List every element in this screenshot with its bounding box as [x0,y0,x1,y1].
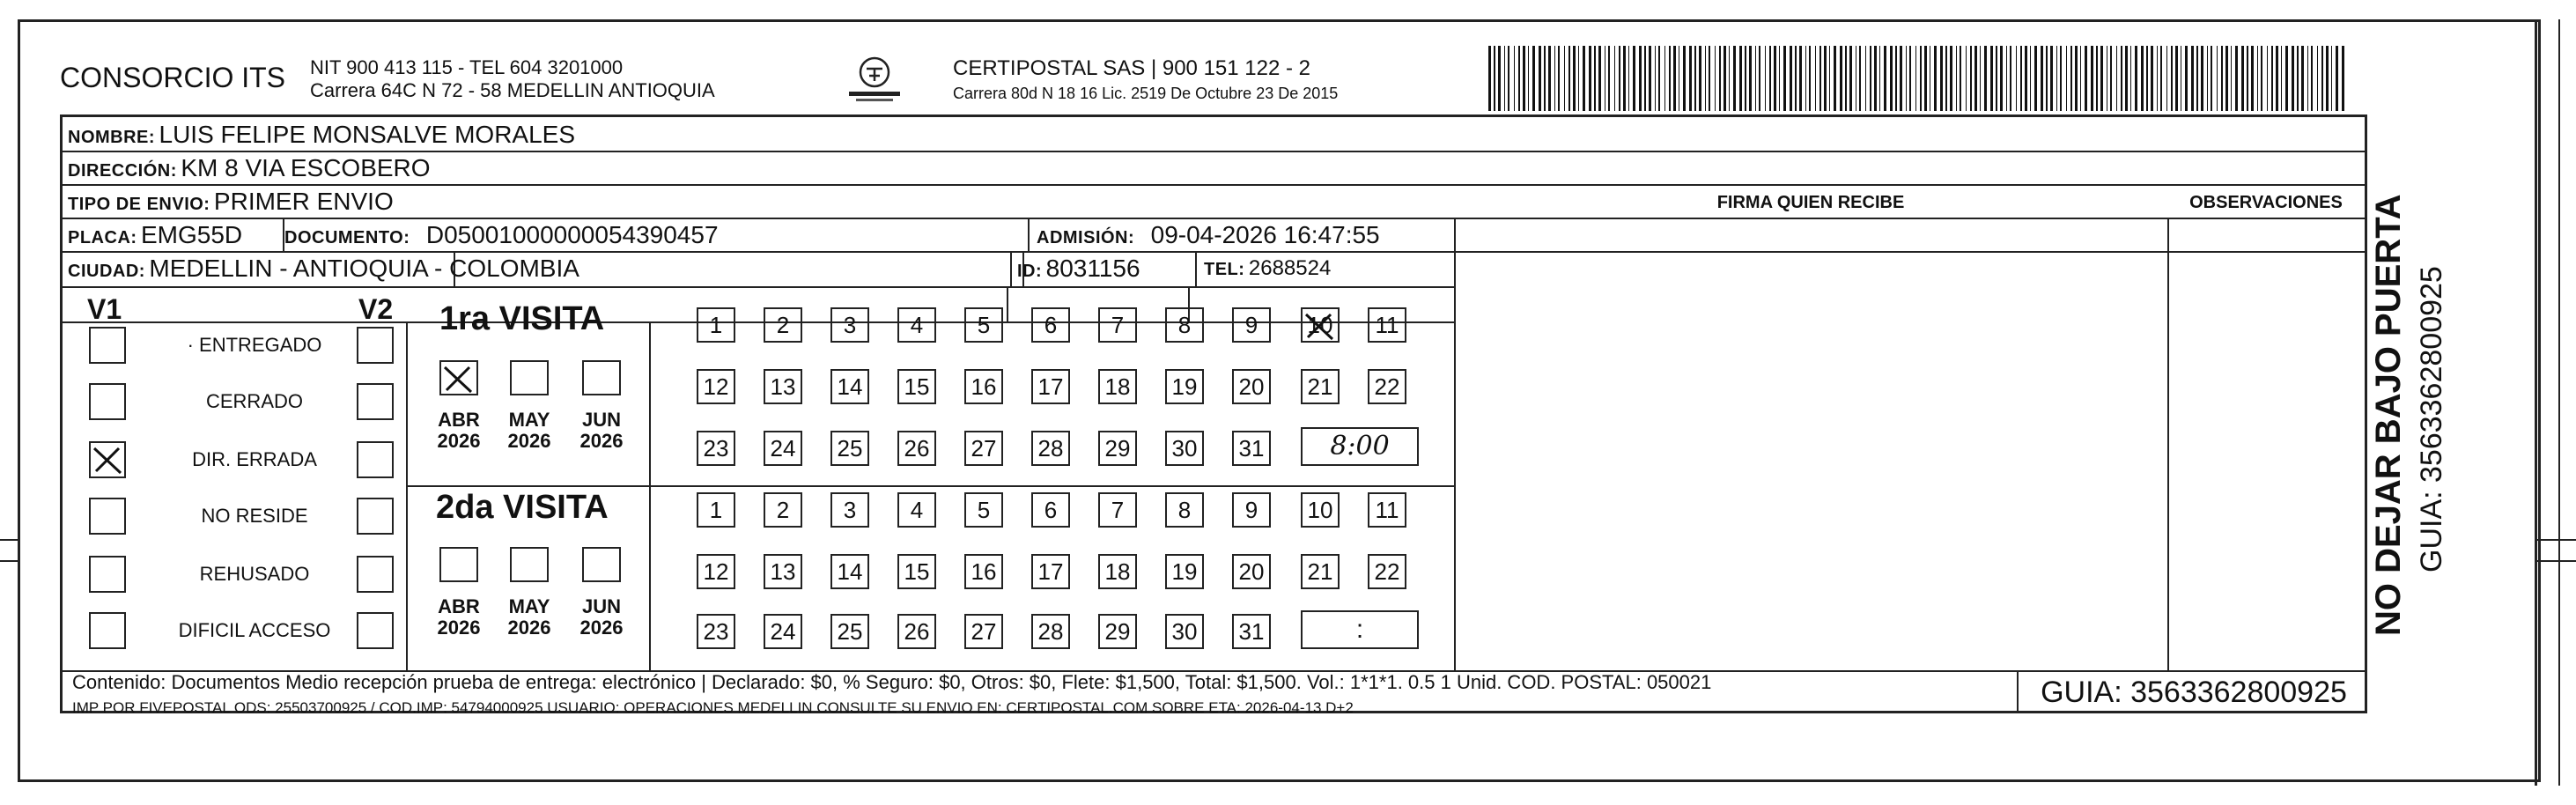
ciudad-label: CIUDAD: [68,262,145,281]
direccion-field [68,154,431,182]
day-number: 13 [770,373,796,400]
second-visit-time-value: : [1355,615,1364,644]
second-visit-day-box[interactable] [1098,614,1137,649]
no-dejar-warning: NO DEJAR BAJO PUERTA [2369,194,2408,636]
day-number: 7 [1111,497,1125,523]
second-visit-day-box[interactable] [1301,492,1340,528]
day-number: 21 [1307,558,1333,585]
first-visit-day-box[interactable] [897,369,936,404]
first-visit-day-box[interactable] [1031,369,1070,404]
first-visit-day-box[interactable] [1232,431,1271,466]
v2-checkbox[interactable] [357,441,394,478]
month-year: 2026 [579,430,624,452]
first-visit-day-box[interactable] [1031,431,1070,466]
v1-checkbox[interactable] [89,556,126,593]
first-visit-time[interactable] [1301,427,1419,466]
first-visit-day-box[interactable] [1165,307,1204,343]
day-number: 3 [843,497,857,523]
day-number: 4 [910,312,924,338]
day-number: 28 [1037,618,1064,645]
tipo-envio-field [68,188,394,216]
month-name: ABR [438,595,480,617]
carrier-name: CERTIPOSTAL SAS | 900 151 122 - 2 [953,56,1310,80]
first-visit-day-box[interactable] [697,369,735,404]
day-number: 11 [1375,497,1399,523]
first-visit-day-box[interactable] [764,307,802,343]
frame-outer-edge [2558,19,2560,786]
second-visit-title: 2da VISITA [436,489,609,526]
first-visit-month-box[interactable] [510,360,549,395]
day-number: 27 [971,618,997,645]
second-visit-day-box[interactable] [1031,614,1070,649]
first-visit-day-box[interactable] [1165,369,1204,404]
day-number: 2 [776,497,790,523]
second-visit-day-box[interactable] [830,614,869,649]
first-visit-month-box[interactable] [439,360,478,395]
first-visit-day-box[interactable] [1301,369,1340,404]
status-option-label: DIFICIL ACCESO [178,619,331,641]
second-visit-day-box[interactable] [764,554,802,589]
first-visit-day-box[interactable] [964,369,1003,404]
ciudad-value: MEDELLIN - ANTIOQUIA - COLOMBIA [149,255,579,282]
day-number: 19 [1171,558,1198,585]
day-number: 18 [1104,373,1131,400]
second-visit-day-box[interactable] [697,554,735,589]
tipo-envio-value: PRIMER ENVIO [213,188,394,215]
v2-header: V2 [358,293,394,325]
carrier-info [953,56,1338,106]
day-number: 31 [1238,435,1265,462]
status-option-label: · ENTREGADO [187,334,322,356]
v1-checkbox[interactable] [89,612,126,649]
day-number: 12 [703,373,729,400]
second-visit-month-box[interactable] [439,547,478,582]
day-number: 9 [1244,497,1258,523]
direccion-label: DIRECCIÓN: [68,161,177,181]
second-visit-day-box[interactable] [1301,554,1340,589]
carrier-license: Carrera 80d N 18 16 Lic. 2519 De Octubre 23 De 2015 [953,85,1339,102]
first-visit-title: 1ra VISITA [439,300,605,337]
left-cut-mark [0,539,19,541]
month-year: 2026 [507,430,551,452]
second-visit-day-box[interactable] [1031,554,1070,589]
month-name: JUN [581,409,621,431]
first-visit-day-box[interactable] [697,307,735,343]
day-number: 8 [1177,497,1192,523]
observaciones-header: OBSERVACIONES [2189,193,2343,212]
first-visit-day-box[interactable] [1232,369,1271,404]
first-visit-day-box[interactable] [697,431,735,466]
admision-field [1037,221,1380,249]
day-number: 25 [837,618,863,645]
day-number: 16 [971,373,997,400]
side-guia-number: GUIA: 3563362800925 [2415,266,2448,572]
month-name: ABR [438,409,480,431]
second-visit-month-box[interactable] [510,547,549,582]
first-visit-month-box[interactable] [582,360,621,395]
day-number: 29 [1104,435,1131,462]
v2-checkbox[interactable] [357,498,394,535]
company-nit: NIT 900 413 115 - TEL 604 3201000 [310,56,624,78]
day-number: 17 [1037,373,1064,400]
second-visit-day-box[interactable] [1232,492,1271,528]
second-visit-day-box[interactable] [964,614,1003,649]
day-number: 23 [703,618,729,645]
right-cut-mark [2537,539,2576,541]
guia-number-box [2017,671,2369,713]
v2-checkbox[interactable] [357,383,394,420]
first-visit-day-box[interactable] [1098,369,1137,404]
month-year: 2026 [437,617,481,639]
day-number: 23 [703,435,729,462]
second-visit-day-box[interactable] [1165,492,1204,528]
second-visit-day-box[interactable] [1165,614,1204,649]
frame-right-edge [2535,19,2537,786]
status-option-label: NO RESIDE [201,505,308,527]
print-details: IMP POR FIVEPOSTAL ODS: 25503700925 / COD.IMP: 54794000925 USUARIO: OPERACIONES MEDELLIN CONSULTE SU ENVIO EN: CERTIPOSTAL.COM SOBRE ETA: 2026-04-13 D+2 [72,699,1354,716]
month-year: 2026 [437,430,481,452]
day-number: 1 [709,497,723,523]
first-visit-month-label [434,410,483,452]
second-visit-month-box[interactable] [582,547,621,582]
second-visit-day-box[interactable] [830,492,869,528]
day-number: 30 [1171,435,1198,462]
second-visit-day-box[interactable] [1098,492,1137,528]
first-visit-day-box[interactable] [1165,431,1204,466]
first-visit-month-label [505,410,554,452]
second-visit-day-box[interactable] [964,492,1003,528]
first-visit-day-box[interactable] [764,369,802,404]
nombre-label: NOMBRE: [68,128,156,147]
day-number: 31 [1238,618,1265,645]
day-number: 7 [1111,312,1125,338]
v1-checkbox[interactable] [89,441,126,478]
day-number: 15 [904,558,930,585]
v1-checkbox[interactable] [89,327,126,364]
tipo-envio-label: TIPO DE ENVIO: [68,195,210,214]
placa-label: PLACA: [68,228,137,247]
second-visit-day-box[interactable] [697,492,735,528]
tel-field [1204,256,1331,281]
second-visit-day-box[interactable] [697,614,735,649]
month-name: MAY [508,595,550,617]
v1-header: V1 [87,293,122,325]
tel-label: TEL: [1204,260,1245,279]
day-number: 13 [770,558,796,585]
first-visit-day-box[interactable] [830,431,869,466]
second-visit-day-box[interactable] [830,554,869,589]
second-visit-day-box[interactable] [764,492,802,528]
id-field [1017,255,1140,283]
placa-field [68,221,242,249]
second-visit-day-box[interactable] [1165,554,1204,589]
second-visit-day-box[interactable] [1368,554,1406,589]
day-number: 28 [1037,435,1064,462]
content-details: Contenido: Documentos Medio recepción prueba de entrega: electrónico | Declarado: $0, % Seguro: $0, Otros: $0, Flete: $1,500, Total: $1,500. Vol.: 1*1*1. 0.5 1 Unid. COD. POSTAL: 050021 [72,671,1712,693]
tel-value: 2688524 [1248,256,1332,280]
guia-number: GUIA: 3563362800925 [2041,676,2347,709]
second-visit-day-box[interactable] [964,554,1003,589]
day-number: 14 [837,373,863,400]
status-option-label: CERRADO [205,390,303,412]
second-visit-day-box[interactable] [897,554,936,589]
nombre-value: LUIS FELIPE MONSALVE MORALES [159,121,576,148]
day-number: 17 [1037,558,1064,585]
status-option-label: REHUSADO [199,563,310,585]
left-cut-mark-2 [0,560,19,562]
nombre-field [68,121,575,149]
day-number: 25 [837,435,863,462]
first-visit-day-box[interactable] [1232,307,1271,343]
day-number: 26 [904,618,930,645]
first-visit-day-box[interactable] [897,431,936,466]
v1-checkbox[interactable] [89,498,126,535]
day-number: 22 [1374,373,1400,400]
day-number: 26 [904,435,930,462]
day-number: 15 [904,373,930,400]
second-visit-day-box[interactable] [764,614,802,649]
day-number: 1 [709,312,723,338]
day-number: 19 [1171,373,1198,400]
month-year: 2026 [579,617,624,639]
day-number: 9 [1244,312,1258,338]
day-number: 5 [977,312,991,338]
day-number: 24 [770,618,796,645]
day-number: 6 [1044,312,1058,338]
day-number: 3 [843,312,857,338]
day-number: 24 [770,435,796,462]
day-number: 22 [1374,558,1400,585]
first-visit-day-box[interactable] [964,307,1003,343]
first-visit-month-label [577,410,626,452]
first-visit-day-box[interactable] [1098,431,1137,466]
day-number: 16 [971,558,997,585]
day-number: 14 [837,558,863,585]
second-visit-day-box[interactable] [897,492,936,528]
direccion-value: KM 8 VIA ESCOBERO [181,154,431,181]
first-visit-day-box[interactable] [1301,307,1340,343]
company-info [310,56,715,102]
second-visit-day-box[interactable] [1031,492,1070,528]
certipostal-logo-icon [844,53,905,106]
ciudad-field [68,255,579,283]
v2-checkbox[interactable] [357,327,394,364]
second-visit-month-label [434,596,483,639]
second-visit-time[interactable] [1301,610,1419,649]
first-visit-day-box[interactable] [1368,369,1406,404]
day-number: 10 [1307,312,1333,338]
second-visit-day-box[interactable] [1098,554,1137,589]
day-number: 29 [1104,618,1131,645]
month-name: MAY [508,409,550,431]
day-number: 2 [776,312,790,338]
second-visit-day-box[interactable] [1232,554,1271,589]
day-number: 21 [1307,373,1333,400]
documento-label: DOCUMENTO: [284,228,410,247]
documento-value: D05001000000054390457 [425,221,719,248]
placa-value: EMG55D [141,221,243,248]
v2-checkbox[interactable] [357,612,394,649]
month-year: 2026 [507,617,551,639]
day-number: 8 [1177,312,1192,338]
first-visit-day-box[interactable] [897,307,936,343]
month-name: JUN [581,595,621,617]
second-visit-month-label [505,596,554,639]
admision-label: ADMISIÓN: [1037,228,1135,247]
second-visit-day-box[interactable] [1368,492,1406,528]
first-visit-day-box[interactable] [1368,307,1406,343]
shipment-form [60,114,2367,713]
id-value: 8031156 [1045,255,1140,282]
first-visit-day-box[interactable] [830,369,869,404]
second-visit-day-box[interactable] [897,614,936,649]
first-visit-day-box[interactable] [830,307,869,343]
documento-field [284,221,719,249]
day-number: 27 [971,435,997,462]
first-visit-time-value: 8:00 [1330,431,1390,462]
day-number: 12 [703,558,729,585]
status-option-label: DIR. ERRADA [192,448,317,470]
id-label: ID: [1017,262,1043,281]
day-number: 20 [1238,558,1265,585]
right-cut-mark-2 [2537,560,2576,562]
first-visit-day-box[interactable] [764,431,802,466]
day-number: 20 [1238,373,1265,400]
day-number: 18 [1104,558,1131,585]
first-visit-day-box[interactable] [1031,307,1070,343]
barcode-icon [1488,46,2351,111]
second-visit-month-label [577,596,626,639]
first-visit-day-box[interactable] [1098,307,1137,343]
second-visit-day-box[interactable] [1232,614,1271,649]
company-address: Carrera 64C N 72 - 58 MEDELLIN ANTIOQUIA [310,79,715,101]
first-visit-day-box[interactable] [964,431,1003,466]
firma-header: FIRMA QUIEN RECIBE [1716,193,1905,212]
admision-value: 09-04-2026 16:47:55 [1150,221,1380,248]
day-number: 30 [1171,618,1198,645]
v1-checkbox[interactable] [89,383,126,420]
day-number: 11 [1375,312,1399,338]
v2-checkbox[interactable] [357,556,394,593]
day-number: 10 [1307,497,1333,523]
day-number: 5 [977,497,991,523]
day-number: 4 [910,497,924,523]
day-number: 6 [1044,497,1058,523]
company-name: CONSORCIO ITS [60,62,286,93]
